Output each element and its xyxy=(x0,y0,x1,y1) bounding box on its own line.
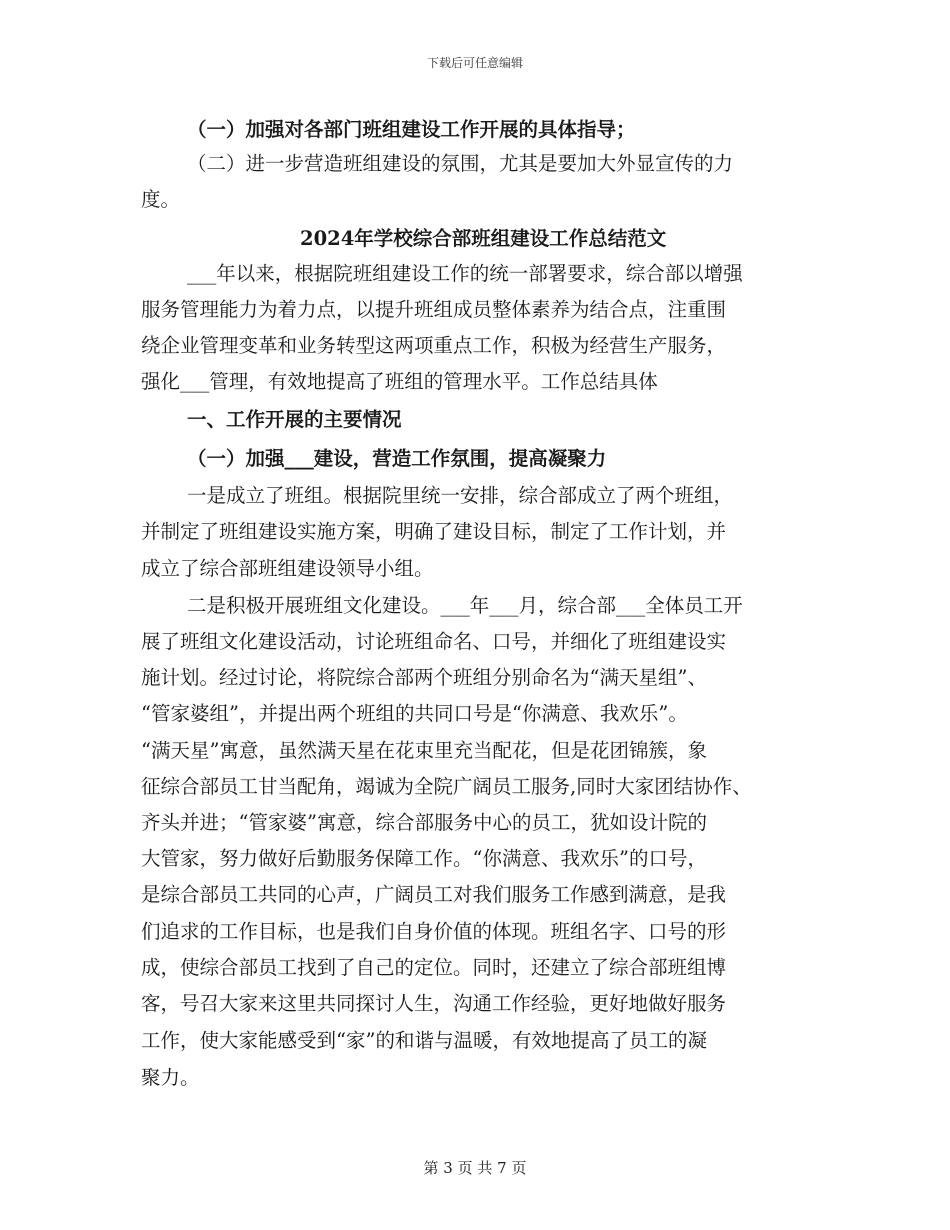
paragraph-line: 度。 xyxy=(141,188,181,211)
paragraph-line: 二是积极开展班组文化建设。___年___月，综合部___全体员工开 xyxy=(187,594,743,617)
paragraph-line: 客，号召大家来这里共同探讨人生，沟通工作经验，更好地做好服务 xyxy=(141,992,727,1015)
document-title: 2024年学校综合部班组建设工作总结范文 xyxy=(300,227,667,250)
paragraph-line: 并制定了班组建设实施方案，明确了建设目标，制定了工作计划，并 xyxy=(141,520,727,543)
paragraph-line: 绕企业管理变革和业务转型这两项重点工作，积极为经营生产服务， xyxy=(141,334,727,357)
paragraph-line: 们追求的工作目标，也是我们自身价值的体现。班组名字、口号的形 xyxy=(141,920,727,943)
paragraph-line: 展了班组文化建设活动，讨论班组命名、口号，并细化了班组建设实 xyxy=(141,630,727,653)
paragraph-line: 征综合部员工甘当配角，竭诚为全院广阔员工服务,同时大家团结协作、 xyxy=(141,775,752,798)
paragraph-line: （二）进一步营造班组建设的氛围，尤其是要加大外显宣传的力 xyxy=(187,152,734,175)
paragraph-line: 是综合部员工共同的心声，广阔员工对我们服务工作感到满意，是我 xyxy=(141,883,727,906)
page-footer: 第 3 页 共 7 页 xyxy=(423,1159,527,1177)
page-header: 下载后可任意编辑 xyxy=(426,56,523,70)
paragraph-line: 成，使综合部员工找到了自己的定位。同时，还建立了综合部班组博 xyxy=(141,956,727,979)
paragraph-line: 工作，使大家能感受到“家”的和谐与温暖，有效地提高了员工的凝 xyxy=(141,1029,707,1052)
subsection-heading: （一）加强对各部门班组建设工作开展的具体指导； xyxy=(187,118,636,141)
paragraph-line: “管家婆组”，并提出两个班组的共同口号是“你满意、我欢乐”。 xyxy=(141,702,688,725)
paragraph-line: 一是成立了班组。根据院里统一安排，综合部成立了两个班组， xyxy=(187,484,734,507)
paragraph-line: 齐头并进；“管家婆”寓意，综合部服务中心的员工，犹如设计院的 xyxy=(141,811,707,834)
paragraph-line: 服务管理能力为着力点，以提升班组成员整体素养为结合点，注重围 xyxy=(141,298,727,321)
subsection-heading: （一）加强___建设，营造工作氛围，提高凝聚力 xyxy=(187,447,607,470)
paragraph-line: 强化___管理，有效地提高了班组的管理水平。工作总结具体 xyxy=(141,370,658,393)
paragraph-line: 施计划。经过讨论，将院综合部两个班组分别命名为“满天星组”、 xyxy=(141,666,707,689)
paragraph-line: 大管家，努力做好后勤服务保障工作。“你满意、我欢乐”的口号， xyxy=(141,847,707,870)
paragraph-line: “满天星”寓意，虽然满天星在花束里充当配花，但是花团锦簇，象 xyxy=(141,739,707,762)
paragraph-line: 聚力。 xyxy=(141,1066,200,1089)
paragraph-line: ___年以来，根据院班组建设工作的统一部署要求，综合部以增强 xyxy=(187,262,743,285)
paragraph-line: 成立了综合部班组建设领导小组。 xyxy=(141,557,434,580)
section-heading: 一、工作开展的主要情况 xyxy=(187,408,402,431)
